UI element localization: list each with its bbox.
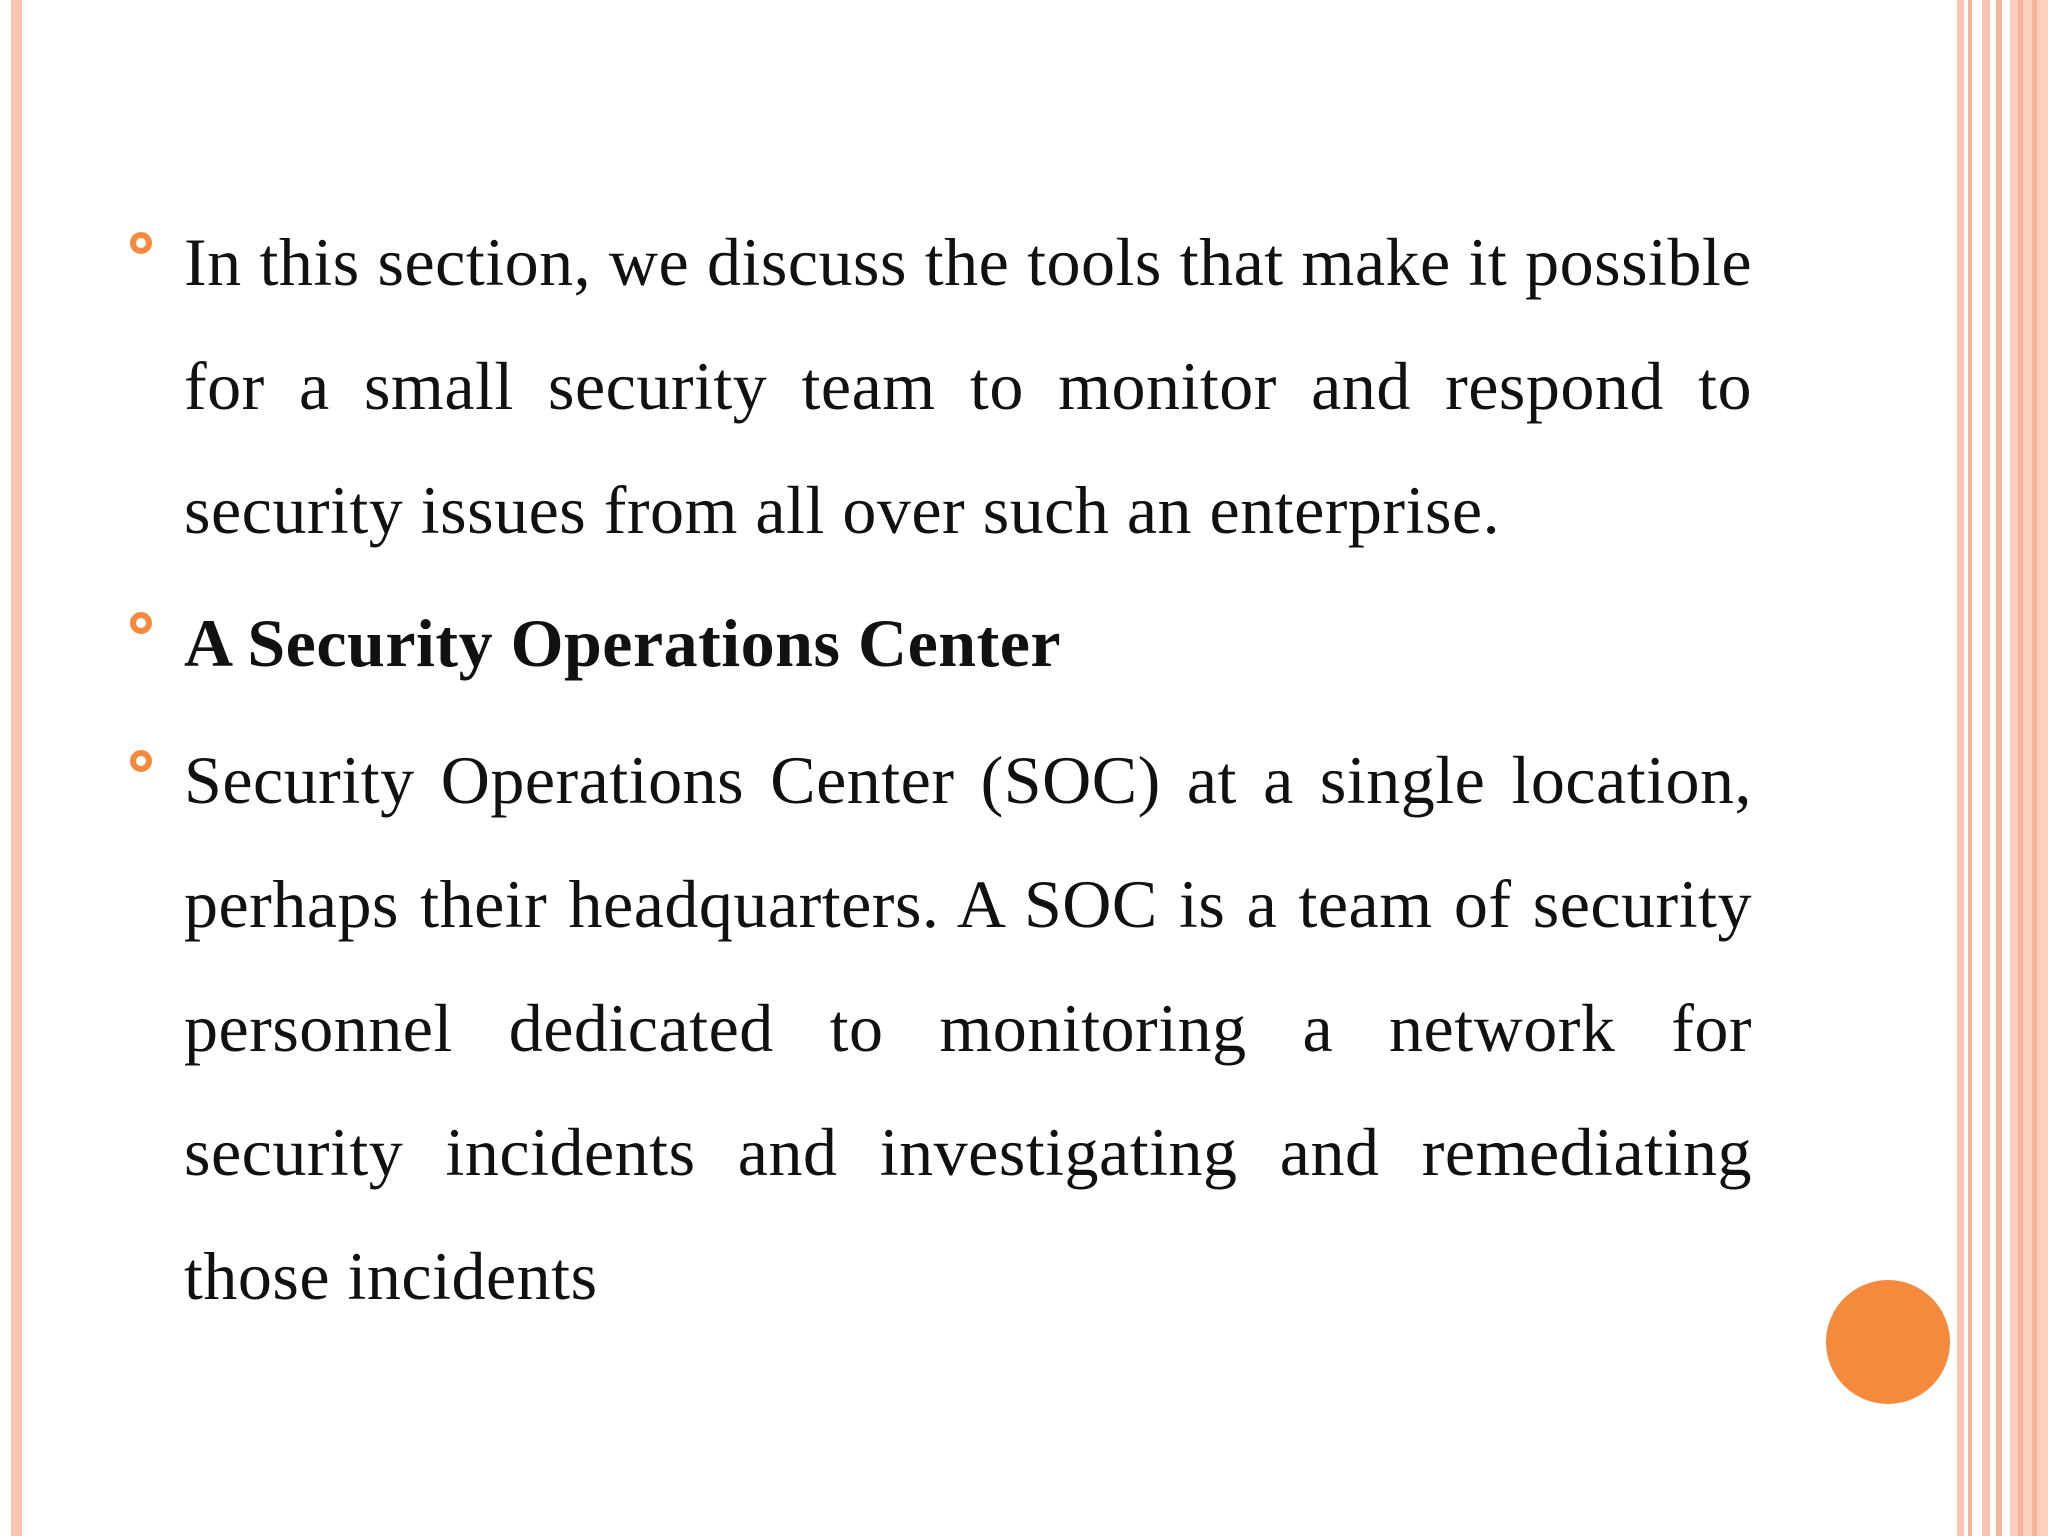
right-border-stripe-6 — [2018, 0, 2023, 1536]
right-border-stripe-5 — [2010, 0, 2048, 1536]
bullet-item-intro — [128, 200, 1752, 572]
accent-circle — [1826, 1280, 1950, 1404]
right-border-stripe-1 — [1957, 0, 1964, 1536]
right-border-stripe-3 — [1982, 0, 1990, 1536]
bullet-item-soc — [128, 718, 1752, 1338]
bullet-ring-icon — [130, 750, 152, 772]
bullet-ring-icon — [130, 612, 152, 634]
bullet-text: A Security Operations Center — [184, 605, 1062, 681]
bullet-item-heading — [128, 576, 1752, 710]
bullet-ring-icon — [130, 232, 152, 254]
bullet-list — [128, 200, 1752, 1338]
bullet-text: In this section, we discuss the tools that make it possible for a small security team to monitor and respond to security issues from all over such an enterprise. — [184, 224, 1752, 548]
right-border-stripe-4 — [1996, 0, 2002, 1536]
right-border-stripe-2 — [1968, 0, 1972, 1536]
bullet-text: Security Operations Center (SOC) at a single location, perhaps their headquarters. A SOC is a team of security personnel dedicated to monitoring a network for security incidents and investigating and remediating those incidents — [184, 742, 1752, 1314]
right-border-stripe-7 — [2032, 0, 2037, 1536]
left-border-stripe — [11, 0, 22, 1536]
